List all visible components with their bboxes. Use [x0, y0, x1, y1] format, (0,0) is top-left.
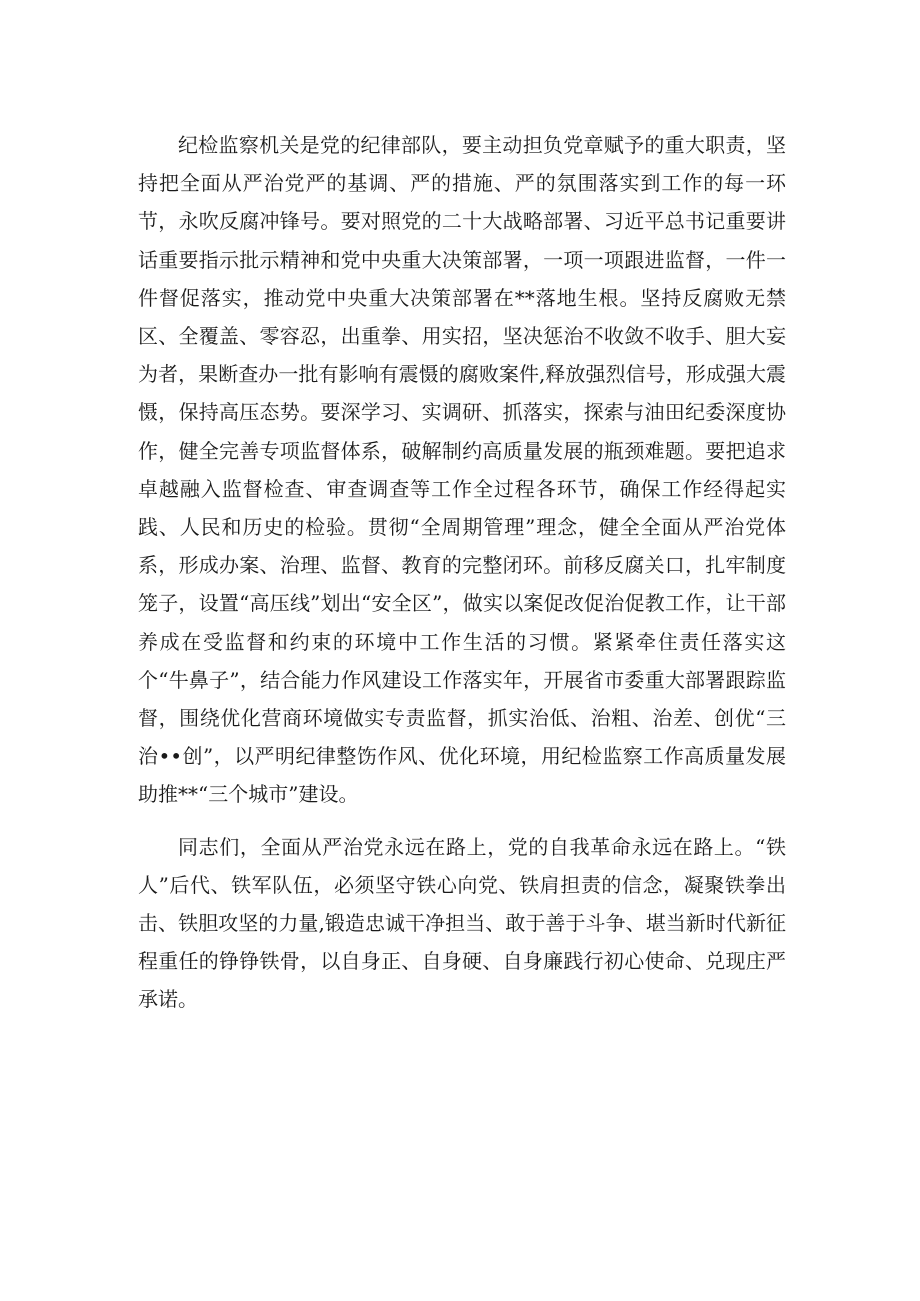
document-body [138, 126, 786, 1019]
paragraph-2: 同志们，全面从严治党永远在路上，党的自我革命永远在路上。“铁人”后代、铁军队伍，必须坚守铁心向党、铁肩担责的信念，凝聚铁拳出击、铁胆攻坚的力量,锻造忠诚干净担当、敢于善于斗争、堪当新时代新征程重任的铮铮铁骨，以自身正、自身硬、自身廉践行初心使命、兑现庄严承诺。 [138, 834, 786, 1012]
paragraph-1: 纪检监察机关是党的纪律部队，要主动担负党章赋予的重大职责，坚持把全面从严治党严的基调、严的措施、严的氛围落实到工作的每一环节，永吹反腐冲锋号。要对照党的二十大战略部署、习近平总书记重要讲话重要指示批示精神和党中央重大决策部署，一项一项跟进监督，一件一件督促落实，推动党中央重大决策部署在**落地生根。坚持反腐败无禁区、全覆盖、零容忍，出重拳、用实招，坚决惩治不收敛不收手、胆大妄为者，果断查办一批有影响有震慑的腐败案件,释放强烈信号，形成强大震慑，保持高压态势。要深学习、实调研、抓落实，探索与油田纪委深度协作，健全完善专项监督体系，破解制约高质量发展的瓶颈难题。要把追求卓越融入监督检查、审查调查等工作全过程各环节，确保工作经得起实践、人民和历史的检验。贯彻“全周期管理”理念，健全全面从严治党体系，形成办案、治理、监督、教育的完整闭环。前移反腐关口，扎牢制度笼子，设置“高压线”划出“安全区”，做实以案促改促治促教工作，让干部养成在受监督和约束的环境中工作生活的习惯。紧紧牵住责任落实这个“牛鼻子”，结合能力作风建设工作落实年，开展省市委重大部署跟踪监督，围绕优化营商环境做实专责监督，抓实治低、治粗、治差、创优“三治••创”，以严明纪律整饬作风、优化环境，用纪检监察工作高质量发展助推**“三个城市”建设。 [138, 133, 786, 807]
